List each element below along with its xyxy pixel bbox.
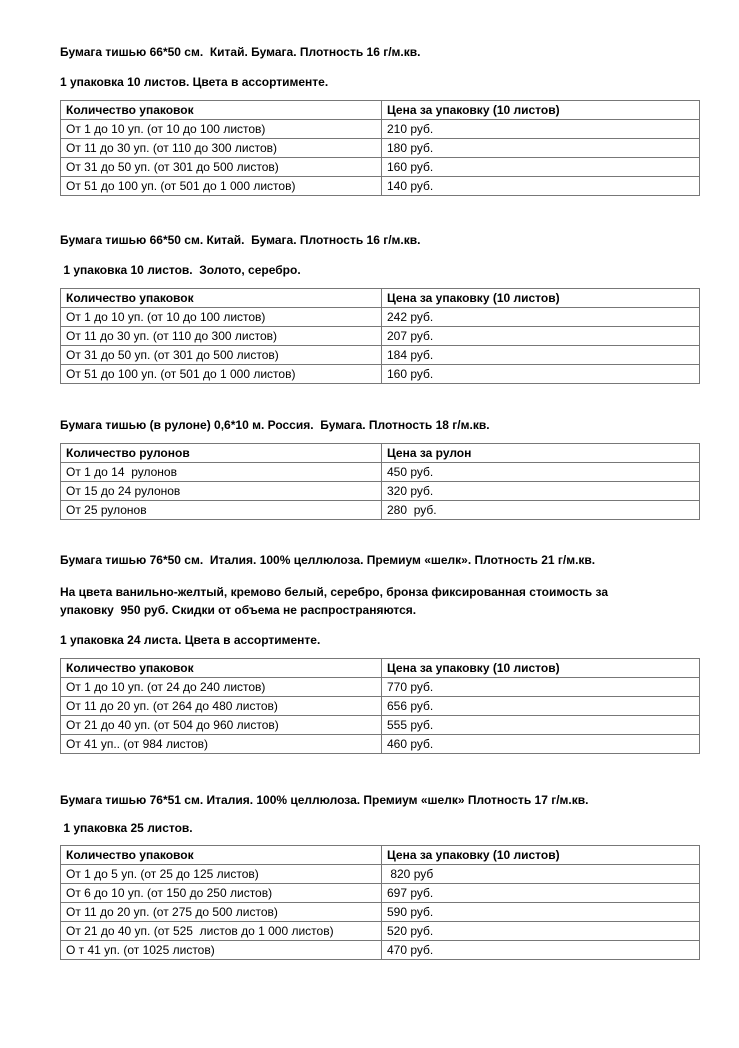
price-cell: 470 руб. bbox=[382, 941, 700, 960]
column-header: Цена за упаковку (10 листов) bbox=[382, 659, 700, 678]
table-header-row bbox=[61, 101, 700, 120]
quantity-cell: От 51 до 100 уп. (от 501 до 1 000 листов) bbox=[61, 365, 382, 384]
price-cell: 280 руб. bbox=[382, 501, 700, 520]
price-cell: 520 руб. bbox=[382, 922, 700, 941]
table-row bbox=[61, 903, 700, 922]
table-row bbox=[61, 482, 700, 501]
column-header: Цена за упаковку (10 листов) bbox=[382, 846, 700, 865]
quantity-cell: От 1 до 14 рулонов bbox=[61, 463, 382, 482]
column-header: Количество упаковок bbox=[61, 846, 382, 865]
table-row bbox=[61, 716, 700, 735]
price-table bbox=[60, 288, 700, 384]
quantity-cell: От 1 до 10 уп. (от 24 до 240 листов) bbox=[61, 678, 382, 697]
price-cell: 590 руб. bbox=[382, 903, 700, 922]
price-table bbox=[60, 443, 700, 520]
table-row bbox=[61, 697, 700, 716]
column-header: Цена за упаковку (10 листов) bbox=[382, 101, 700, 120]
quantity-cell: От 25 рулонов bbox=[61, 501, 382, 520]
price-cell: 450 руб. bbox=[382, 463, 700, 482]
price-table bbox=[60, 845, 700, 960]
section-title: Бумага тишью 66*50 см. Китай. Бумага. Плотность 16 г/м.кв. bbox=[60, 45, 421, 59]
table-row bbox=[61, 327, 700, 346]
column-header: Количество упаковок bbox=[61, 659, 382, 678]
section-note: упаковку 950 руб. Скидки от объема не распространяются. bbox=[60, 603, 417, 617]
price-cell: 320 руб. bbox=[382, 482, 700, 501]
price-cell: 820 руб bbox=[382, 865, 700, 884]
table-row bbox=[61, 463, 700, 482]
table-row bbox=[61, 120, 700, 139]
table-row bbox=[61, 678, 700, 697]
column-header: Количество рулонов bbox=[61, 444, 382, 463]
quantity-cell: От 1 до 10 уп. (от 10 до 100 листов) bbox=[61, 308, 382, 327]
table-row bbox=[61, 865, 700, 884]
table-row bbox=[61, 139, 700, 158]
quantity-cell: От 21 до 40 уп. (от 504 до 960 листов) bbox=[61, 716, 382, 735]
column-header: Количество упаковок bbox=[61, 289, 382, 308]
table-row bbox=[61, 501, 700, 520]
price-cell: 697 руб. bbox=[382, 884, 700, 903]
table-row bbox=[61, 941, 700, 960]
quantity-cell: От 1 до 10 уп. (от 10 до 100 листов) bbox=[61, 120, 382, 139]
section-title: Бумага тишью 66*50 см. Китай. Бумага. Плотность 16 г/м.кв. bbox=[60, 233, 421, 247]
section-note: 1 упаковка 25 листов. bbox=[60, 821, 193, 835]
quantity-cell: От 31 до 50 уп. (от 301 до 500 листов) bbox=[61, 346, 382, 365]
price-cell: 160 руб. bbox=[382, 158, 700, 177]
table-row bbox=[61, 735, 700, 754]
column-header: Цена за упаковку (10 листов) bbox=[382, 289, 700, 308]
section-note: 1 упаковка 10 листов. Золото, серебро. bbox=[60, 263, 301, 277]
column-header: Количество упаковок bbox=[61, 101, 382, 120]
section-note: 1 упаковка 10 листов. Цвета в ассортименте. bbox=[60, 75, 329, 89]
price-cell: 140 руб. bbox=[382, 177, 700, 196]
quantity-cell: От 41 уп.. (от 984 листов) bbox=[61, 735, 382, 754]
table-row bbox=[61, 177, 700, 196]
price-cell: 770 руб. bbox=[382, 678, 700, 697]
quantity-cell: От 11 до 30 уп. (от 110 до 300 листов) bbox=[61, 139, 382, 158]
price-cell: 210 руб. bbox=[382, 120, 700, 139]
section-note: На цвета ванильно-желтый, кремово белый, серебро, бронза фиксированная стоимость за bbox=[60, 585, 608, 599]
column-header: Цена за рулон bbox=[382, 444, 700, 463]
price-cell: 555 руб. bbox=[382, 716, 700, 735]
quantity-cell: От 11 до 30 уп. (от 110 до 300 листов) bbox=[61, 327, 382, 346]
price-cell: 180 руб. bbox=[382, 139, 700, 158]
quantity-cell: От 51 до 100 уп. (от 501 до 1 000 листов) bbox=[61, 177, 382, 196]
table-header-row bbox=[61, 444, 700, 463]
table-row bbox=[61, 158, 700, 177]
section-title: Бумага тишью 76*50 см. Италия. 100% целлюлоза. Премиум «шелк». Плотность 21 г/м.кв. bbox=[60, 553, 596, 567]
table-header-row bbox=[61, 846, 700, 865]
quantity-cell: От 11 до 20 уп. (от 264 до 480 листов) bbox=[61, 697, 382, 716]
table-row bbox=[61, 922, 700, 941]
price-table bbox=[60, 100, 700, 196]
table-row bbox=[61, 346, 700, 365]
price-cell: 184 руб. bbox=[382, 346, 700, 365]
table-header-row bbox=[61, 659, 700, 678]
quantity-cell: От 21 до 40 уп. (от 525 листов до 1 000 листов) bbox=[61, 922, 382, 941]
section-title: Бумага тишью 76*51 см. Италия. 100% целлюлоза. Премиум «шелк» Плотность 17 г/м.кв. bbox=[60, 793, 589, 807]
price-table bbox=[60, 658, 700, 754]
table-row bbox=[61, 884, 700, 903]
quantity-cell: От 1 до 5 уп. (от 25 до 125 листов) bbox=[61, 865, 382, 884]
section-note: 1 упаковка 24 листа. Цвета в ассортименте. bbox=[60, 633, 321, 647]
price-cell: 460 руб. bbox=[382, 735, 700, 754]
quantity-cell: От 6 до 10 уп. (от 150 до 250 листов) bbox=[61, 884, 382, 903]
quantity-cell: От 31 до 50 уп. (от 301 до 500 листов) bbox=[61, 158, 382, 177]
table-row bbox=[61, 308, 700, 327]
table-header-row bbox=[61, 289, 700, 308]
quantity-cell: От 11 до 20 уп. (от 275 до 500 листов) bbox=[61, 903, 382, 922]
quantity-cell: О т 41 уп. (от 1025 листов) bbox=[61, 941, 382, 960]
price-cell: 207 руб. bbox=[382, 327, 700, 346]
price-cell: 160 руб. bbox=[382, 365, 700, 384]
quantity-cell: От 15 до 24 рулонов bbox=[61, 482, 382, 501]
price-cell: 656 руб. bbox=[382, 697, 700, 716]
table-row bbox=[61, 365, 700, 384]
price-cell: 242 руб. bbox=[382, 308, 700, 327]
section-title: Бумага тишью (в рулоне) 0,6*10 м. Россия. Бумага. Плотность 18 г/м.кв. bbox=[60, 418, 490, 432]
